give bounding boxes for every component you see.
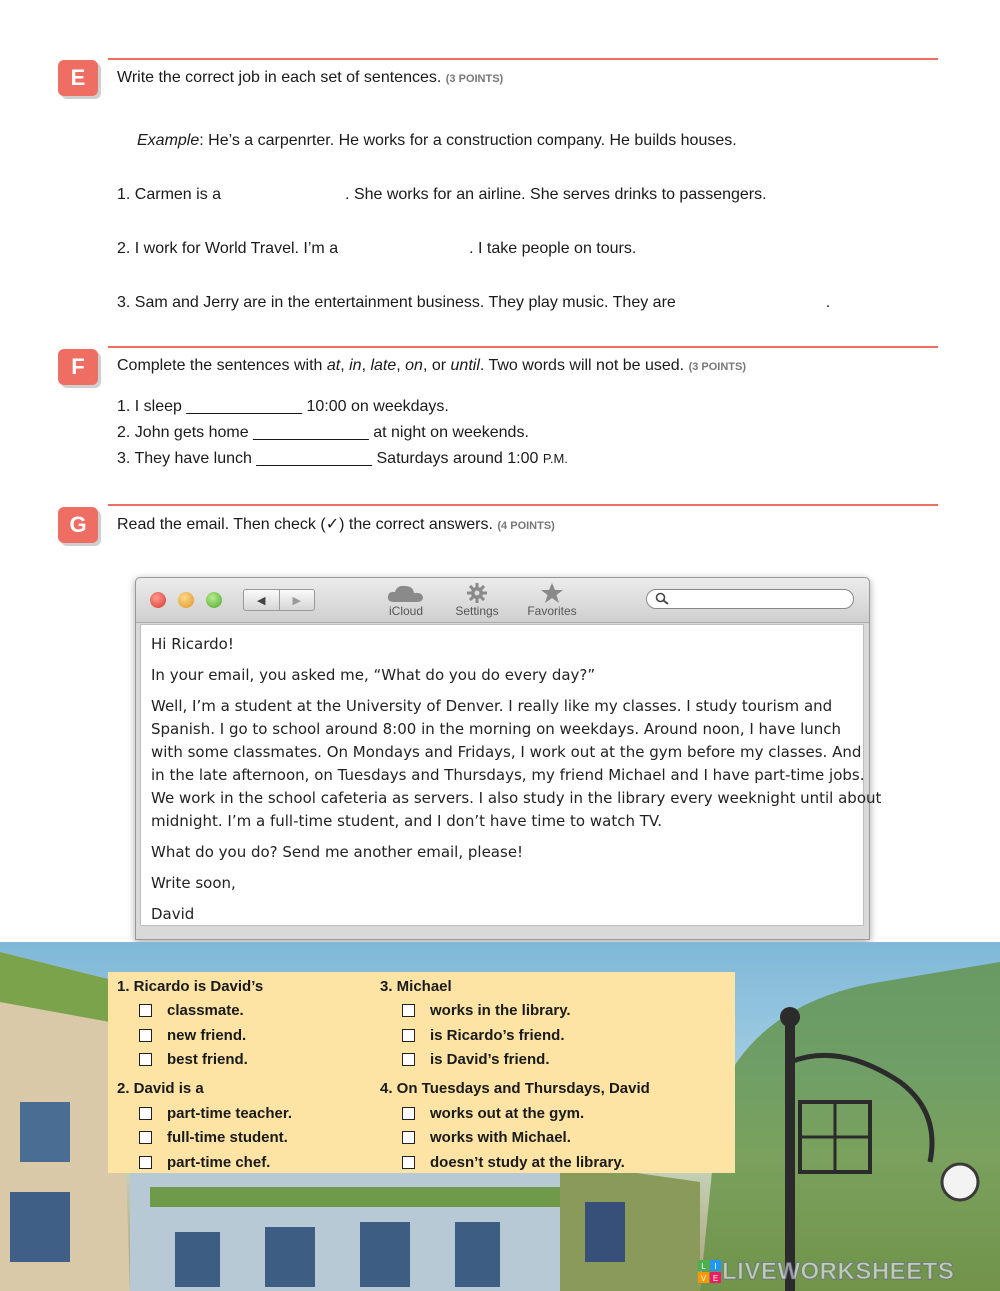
question-4: 4. On Tuesdays and Thursdays, David (380, 1080, 650, 1097)
option-3a[interactable]: works in the library. (402, 1002, 571, 1019)
email-body (140, 624, 882, 926)
nav-buttons (243, 589, 315, 611)
option-2c[interactable]: part-time chef. (139, 1154, 270, 1171)
checkbox[interactable] (402, 1156, 415, 1169)
email-line: We work in the school cafeteria as servers. I also study in the library every weeknight until about (151, 789, 882, 807)
section-g-instruction: Read the email. Then check (✓) the correct answers. (4 POINTS) (117, 516, 555, 533)
email-line: in the late afternoon, on Tuesdays and Thursdays, my friend Michael and I have part-time jobs. (151, 766, 865, 784)
checkbox[interactable] (139, 1004, 152, 1017)
close-light-icon[interactable] (150, 592, 166, 608)
star-icon (518, 582, 586, 604)
option-2b[interactable]: full-time student. (139, 1129, 288, 1146)
section-f-item-1: 1. I sleep _____________ 10:00 on weekdays. (117, 398, 449, 415)
search-icon (655, 592, 669, 611)
watermark-text: LIVEWORKSHEETS (722, 1258, 955, 1285)
checkbox[interactable] (139, 1107, 152, 1120)
cloud-icon (381, 582, 431, 604)
zoom-light-icon[interactable] (206, 592, 222, 608)
section-g-rule (108, 504, 938, 506)
checkbox[interactable] (402, 1107, 415, 1120)
minimize-light-icon[interactable] (178, 592, 194, 608)
checkbox[interactable] (402, 1004, 415, 1017)
liveworksheets-logo-icon (698, 1260, 722, 1284)
checkbox[interactable] (139, 1053, 152, 1066)
section-e-instruction: Write the correct job in each set of sentences. (3 POINTS) (117, 69, 504, 86)
svg-text:L: L (701, 1262, 706, 1271)
email-toolbar (136, 578, 869, 623)
email-window (135, 577, 882, 940)
section-g-points: (4 POINTS) (497, 520, 555, 532)
checkbox[interactable] (139, 1131, 152, 1144)
option-1a[interactable]: classmate. (139, 1002, 244, 1019)
email-line: Hi Ricardo! (151, 635, 234, 653)
toolbar-settings[interactable]: Settings (446, 582, 508, 618)
question-2: 2. David is a (117, 1080, 204, 1097)
option-1b[interactable]: new friend. (139, 1027, 246, 1044)
liveworksheets-logo (698, 1258, 954, 1286)
email-line: Spanish. I go to school around 8:00 in the morning on weekdays. Around noon, I have lunch (151, 720, 842, 738)
search-input[interactable] (646, 589, 854, 609)
email-line: What do you do? Send me another email, please! (151, 843, 524, 861)
email-line: Well, I’m a student at the University of Denver. I really like my classes. I study tourism and (151, 697, 833, 715)
question-1: 1. Ricardo is David’s (117, 978, 264, 995)
option-3c[interactable]: is David’s friend. (402, 1051, 549, 1068)
answer-blank-f2[interactable]: _____________ (253, 424, 369, 441)
section-f-rule (108, 346, 938, 348)
option-4b[interactable]: works with Michael. (402, 1129, 571, 1146)
section-e-item-2: 2. I work for World Travel. I’m a . I take people on tours. (117, 240, 637, 257)
checkbox[interactable] (139, 1029, 152, 1042)
email-line: with some classmates. On Mondays and Fridays, I work out at the gym before my classes. And (151, 743, 862, 761)
svg-text:I: I (714, 1262, 717, 1271)
checkbox[interactable] (402, 1131, 415, 1144)
option-3b[interactable]: is Ricardo’s friend. (402, 1027, 564, 1044)
svg-text:V: V (700, 1274, 707, 1283)
section-e-example: Example: He’s a carpenrter. He works for a construction company. He builds houses. (137, 132, 737, 149)
checkbox[interactable] (402, 1029, 415, 1042)
section-f-item-3: 3. They have lunch _____________ Saturdays around 1:00 P.M. (117, 450, 568, 467)
quiz-box (108, 972, 735, 1173)
option-1c[interactable]: best friend. (139, 1051, 248, 1068)
section-f-badge: F (58, 349, 98, 385)
email-line: In your email, you asked me, “What do you do every day?” (151, 666, 596, 684)
section-e-item-1: 1. Carmen is a . She works for an airline. She serves drinks to passengers. (117, 186, 767, 203)
section-f-points: (3 POINTS) (688, 361, 747, 373)
gear-icon (446, 582, 508, 604)
option-4a[interactable]: works out at the gym. (402, 1105, 584, 1122)
question-3: 3. Michael (380, 978, 452, 995)
section-g-badge: G (58, 507, 98, 543)
answer-blank-f3[interactable]: _____________ (256, 450, 373, 467)
toolbar-favorites[interactable]: Favorites (518, 582, 586, 618)
back-button[interactable]: ◀ (257, 594, 266, 607)
section-f-instruction: Complete the sentences with at, in, late, on, or until. Two words will not be used. (3 POINTS) (117, 357, 747, 374)
checkbox[interactable] (402, 1053, 415, 1066)
section-e-rule (108, 58, 938, 60)
section-e-points: (3 POINTS) (445, 73, 504, 85)
check-mark-icon: ✓ (325, 516, 340, 533)
option-2a[interactable]: part-time teacher. (139, 1105, 292, 1122)
email-line: David (151, 905, 195, 923)
checkbox[interactable] (139, 1156, 152, 1169)
section-e-badge: E (58, 60, 98, 96)
toolbar-icloud[interactable]: iCloud (381, 582, 431, 618)
svg-text:E: E (712, 1274, 719, 1283)
forward-button[interactable]: ▶ (279, 590, 315, 610)
section-e-item-3: 3. Sam and Jerry are in the entertainment business. They play music. They are . (117, 294, 831, 311)
answer-blank-f1[interactable]: _____________ (186, 398, 303, 415)
email-line: midnight. I’m a full-time student, and I don’t have time to watch TV. (151, 812, 663, 830)
option-4c[interactable]: doesn’t study at the library. (402, 1154, 625, 1171)
section-f-item-2: 2. John gets home _____________ at night on weekends. (117, 424, 529, 441)
email-line: Write soon, (151, 874, 236, 892)
